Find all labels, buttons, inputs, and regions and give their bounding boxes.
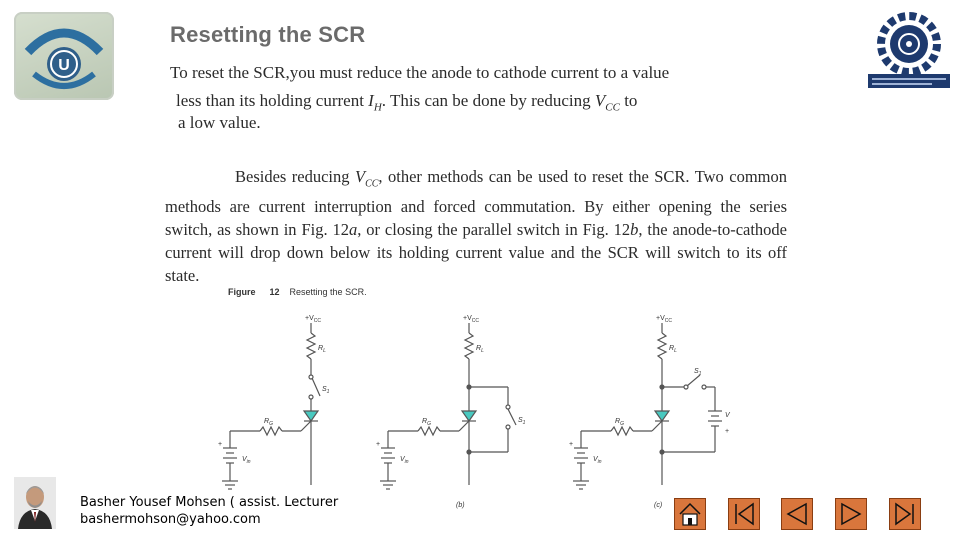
rg-label-a: $R_G$ (264, 418, 273, 427)
rl-label-c: $R_L$ (669, 345, 677, 354)
first-slide-button[interactable] (728, 498, 760, 530)
circuit-a (222, 323, 320, 489)
circuit-b (380, 323, 516, 489)
previous-icon (782, 499, 812, 529)
s1-label-c: $S_1$ (694, 368, 702, 377)
next-slide-button[interactable] (835, 498, 867, 530)
last-icon (890, 499, 920, 529)
previous-slide-button[interactable] (781, 498, 813, 530)
s1-label-b: $S_1$ (518, 417, 526, 426)
rg-label-c: $R_G$ (615, 418, 624, 427)
label-c: (c) (654, 502, 663, 509)
last-slide-button[interactable] (889, 498, 921, 530)
author-email: bashermohson@yahoo.com (80, 512, 261, 527)
circuit-diagrams (210, 305, 680, 509)
paragraph-1-line-3: a low value. (178, 113, 261, 132)
svg-text:U: U (58, 57, 70, 74)
slide-title: Resetting the SCR (170, 22, 366, 47)
paragraph-1-line-1: To reset the SCR,you must reduce the anode to cathode current to a value (170, 63, 670, 82)
circuit-c-right (680, 305, 740, 465)
plus-label-c: + (569, 441, 574, 448)
figure-caption: Figure 12 Resetting the SCR. (228, 287, 367, 297)
vin-label-a: $V_{in}$ (242, 456, 251, 465)
next-icon (836, 499, 866, 529)
vin-label-b: $V_{in}$ (400, 456, 409, 465)
author-info (80, 494, 338, 528)
plus-label-c2: + (725, 428, 730, 435)
paragraph-2: Besides reducing $V_{CC}$, other methods can be used to reset the SCR. Two common methods are current interruption and forced commutation. By either opening the series switch, as shown in Fig. 12a, or closing the parallel switch in Fig. 12b, the anode-to-cathode current will drop down below its holding current value and the SCR will switch to its off state. (165, 167, 787, 286)
presenter-photo (14, 477, 56, 529)
s1-label-a: $S_1$ (322, 386, 330, 395)
plus-label-a: + (218, 441, 223, 448)
v-label-c: V (725, 412, 730, 419)
home-button[interactable] (674, 498, 706, 530)
rg-label-b: $R_G$ (422, 418, 431, 427)
plus-label-b: + (376, 441, 381, 448)
home-icon (675, 499, 705, 529)
circuit-c (573, 323, 680, 489)
rl-label-b: $R_L$ (476, 345, 484, 354)
vcc-label-a: $+V_{CC}$ (305, 315, 321, 324)
author-name: Basher Yousef Mohsen ( assist. Lecturer (80, 495, 339, 510)
first-icon (729, 499, 759, 529)
university-logo (14, 12, 114, 100)
vcc-label-c: $+V_{CC}$ (656, 315, 672, 324)
rl-label-a: $R_L$ (318, 345, 326, 354)
college-logo (866, 8, 952, 96)
vin-label-c: $V_{in}$ (593, 456, 602, 465)
vcc-label-b: $+V_{CC}$ (463, 315, 479, 324)
label-b: (b) (456, 502, 465, 509)
paragraph-1-line-2: less than its holding current $I_H$. This can be done by reducing $V_{CC}$ to (176, 91, 638, 114)
